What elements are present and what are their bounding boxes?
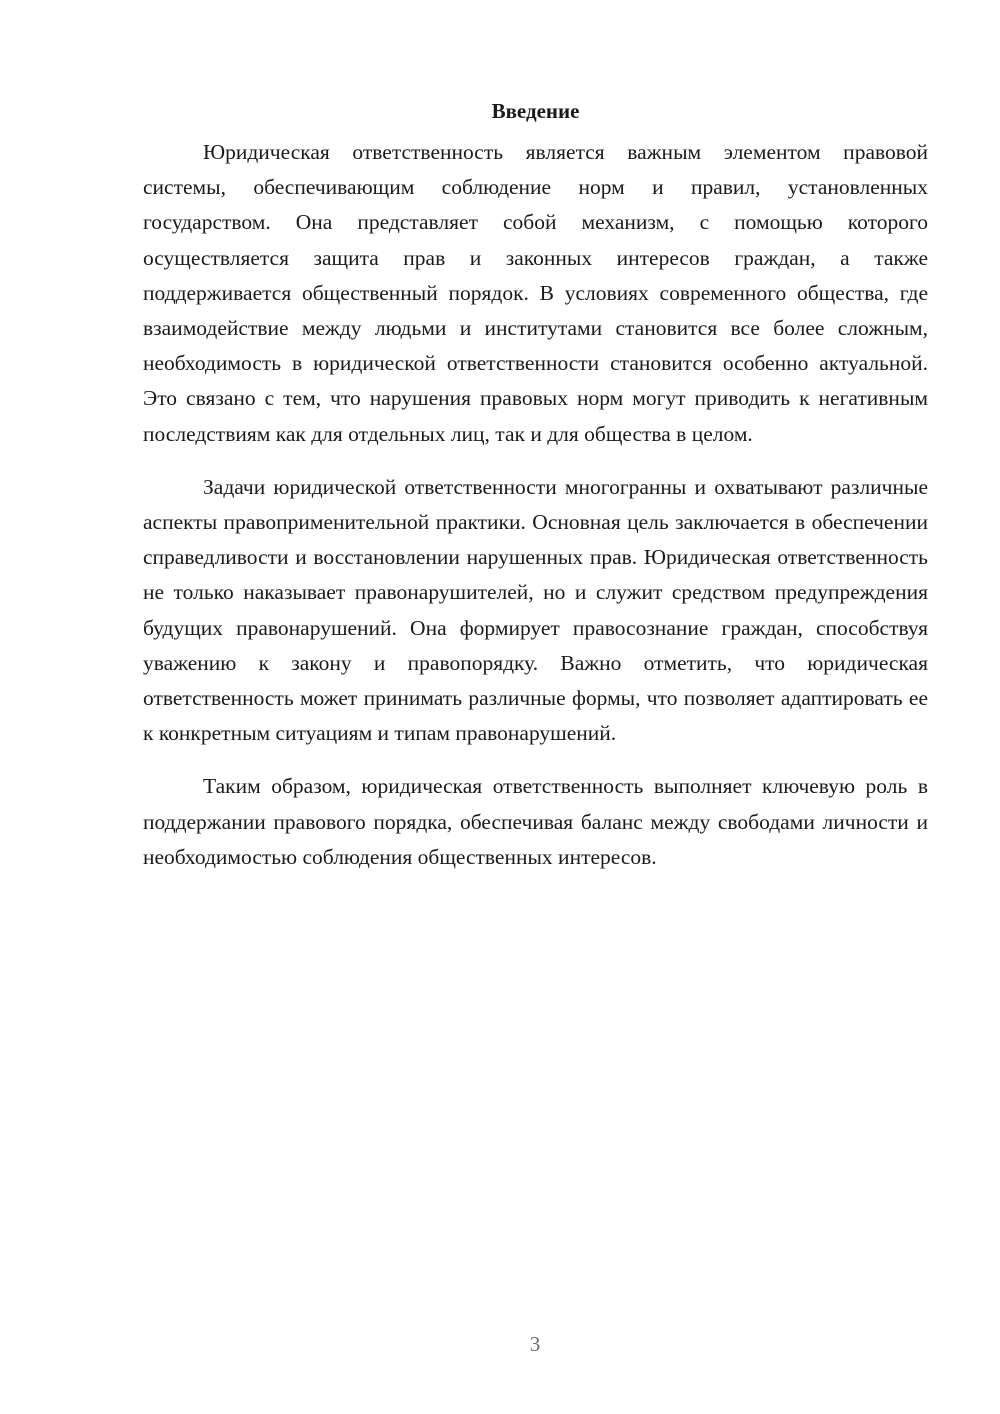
page-content	[143, 93, 928, 893]
paragraph-2: Задачи юридической ответственности многогранны и охватывают различные аспекты правоприменительной практики. Основная цель заключается в обеспечении справедливости и восстановлении нарушенных прав. Юридическая ответственность не только наказывает правонарушителей, но и служит средством предупреждения будущих правонарушений. Она формирует правосознание граждан, способствуя уважению к закону и правопорядку. Важно отметить, что юридическая ответственность может принимать различные формы, что позволяет адаптировать ее к конкретным ситуациям и типам правонарушений.	[143, 474, 928, 746]
paragraph-3: Таким образом, юридическая ответственность выполняет ключевую роль в поддержании правового порядка, обеспечивая баланс между свободами личности и необходимостью соблюдения общественных интересов.	[143, 774, 928, 869]
page-number: 3	[529, 1332, 541, 1356]
page-title: Введение	[491, 99, 580, 123]
paragraph-1: Юридическая ответственность является важным элементом правовой системы, обеспечивающим соблюдение норм и правил, установленных государством. Она представляет собой механизм, с помощью которого осуществляется защита прав и законных интересов граждан, а также поддерживается общественный порядок. В условиях современного общества, где взаимодействие между людьми и институтами становится все более сложным, необходимость в юридической ответственности становится особенно актуальной. Это связано с тем, что нарушения правовых норм могут приводить к негативным последствиям как для отдельных лиц, так и для общества в целом.	[143, 140, 928, 446]
